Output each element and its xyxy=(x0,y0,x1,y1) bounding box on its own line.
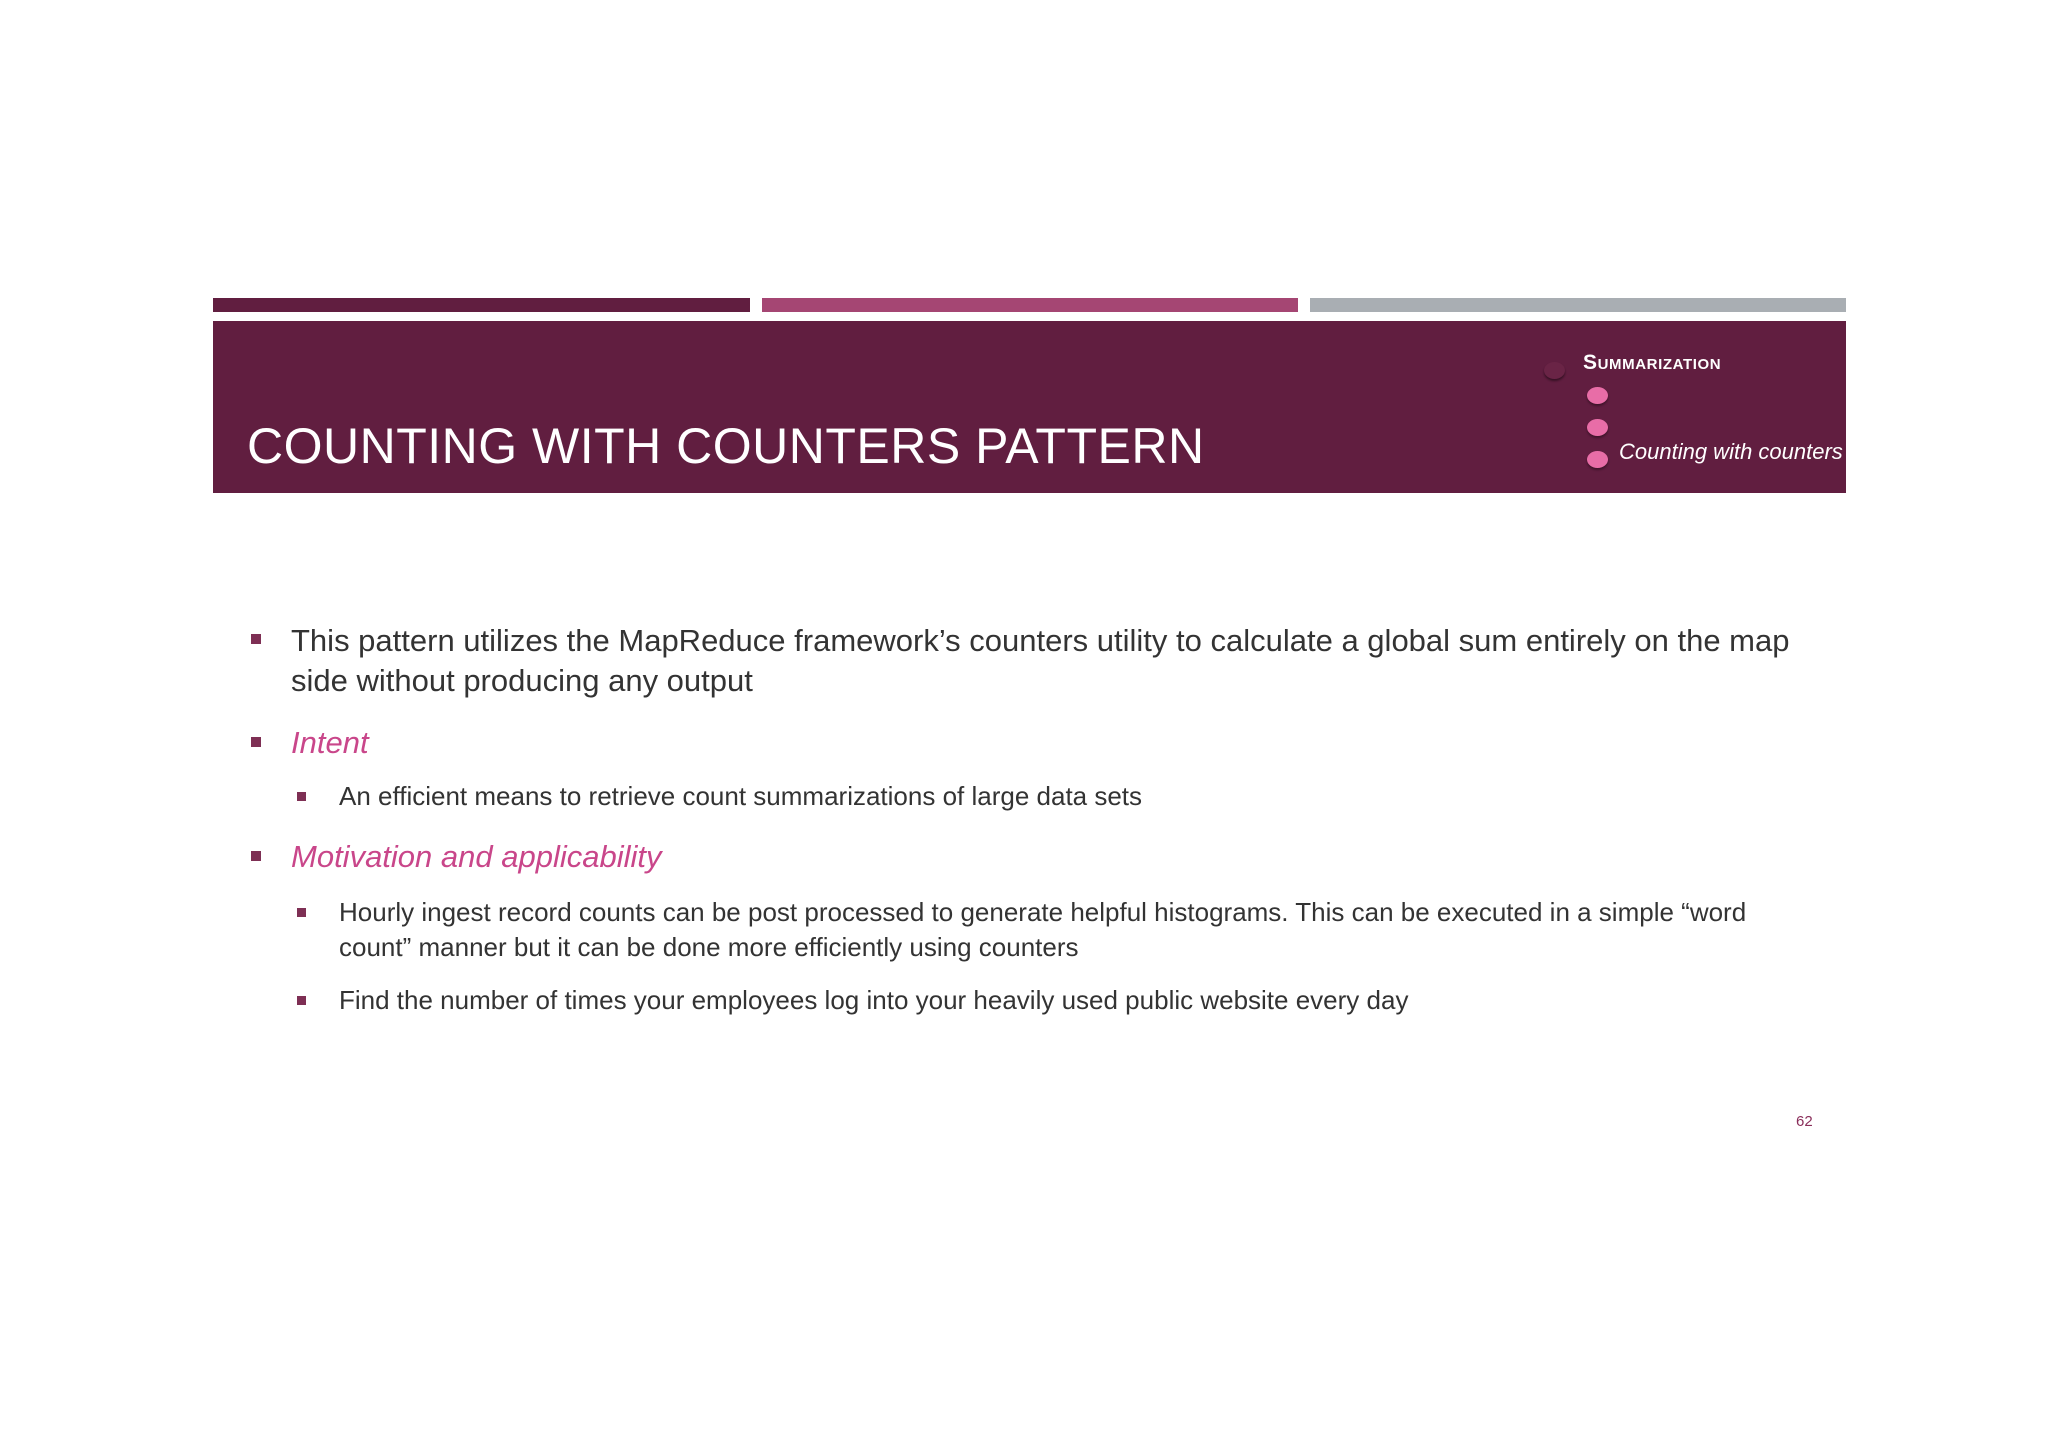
square-bullet-icon xyxy=(251,737,261,747)
square-bullet-icon xyxy=(251,851,261,861)
motivation-item: Find the number of times your employees log into your heavily used public website every day xyxy=(339,985,1409,1015)
square-bullet-icon xyxy=(297,792,306,801)
subsection-label: Counting with counters xyxy=(1619,439,1843,464)
bullet-text: This pattern utilizes the MapReduce framework’s counters utility to calculate a global sum entirely on the map side without producing any output xyxy=(291,623,1790,698)
square-bullet-icon xyxy=(297,908,306,917)
intent-text: An efficient means to retrieve count summarizations of large data sets xyxy=(339,781,1143,811)
slide-title: COUNTING WITH COUNTERS PATTERN xyxy=(247,418,1205,474)
motivation-heading: Motivation and applicability xyxy=(291,839,662,874)
square-bullet-icon xyxy=(251,634,261,644)
motivation-item: Hourly ingest record counts can be post processed to generate helpful histograms. This can be executed in a simple “word count” manner but it can be done more efficiently using counters xyxy=(339,897,1747,962)
square-bullet-icon xyxy=(297,996,306,1005)
intent-heading: Intent xyxy=(291,725,369,760)
section-label: Summarization xyxy=(1583,351,1722,374)
page-number: 62 xyxy=(1796,1113,1813,1130)
